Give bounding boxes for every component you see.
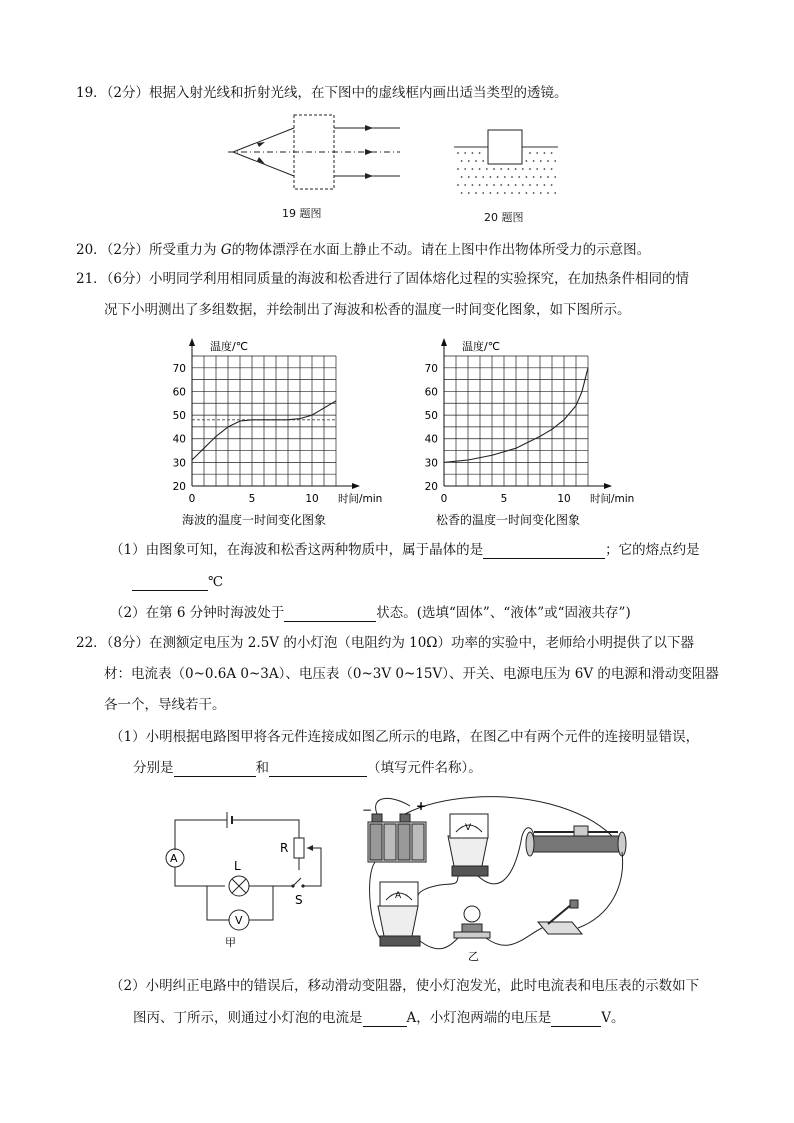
water-dot	[515, 168, 517, 170]
q22-sub2-line2: 图丙、丁所示，则通过小灯泡的电流是 A，小灯泡两端的电压是 V。	[133, 1010, 625, 1026]
q21-line1: 21．（6分）小明同学利用相同质量的海波和松香进行了固体熔化过程的实验探究，在加热条件相同的情	[76, 271, 690, 287]
water-dot	[533, 176, 535, 178]
water-dot	[479, 168, 481, 170]
water-dot	[497, 176, 499, 178]
water-dot	[511, 176, 513, 178]
y-tick-label: 60	[424, 386, 438, 399]
water-dot	[518, 176, 520, 178]
water-dot	[482, 192, 484, 194]
y-tick-label: 20	[424, 481, 438, 493]
water-dot	[536, 168, 538, 170]
water-dot	[472, 168, 474, 170]
q22-line1: 22．（8分）在测额定电压为 2.5V 的小灯泡（电阻约为 10Ω）功率的实验中，老师给小明提供了以下器	[76, 635, 694, 651]
water-dot	[475, 176, 477, 178]
ammeter-device-letter: A	[395, 891, 402, 901]
water-dot	[554, 192, 556, 194]
water-dot	[508, 168, 510, 170]
fig19-caption: 19 题图	[282, 207, 322, 220]
water-dot	[464, 168, 466, 170]
x-axis-label: 时间/min	[590, 493, 635, 505]
water-dot	[518, 192, 520, 194]
water-dot	[493, 168, 495, 170]
water-dot	[461, 176, 463, 178]
switch-label: S	[295, 893, 303, 907]
water-dot	[486, 168, 488, 170]
water-dot	[468, 176, 470, 178]
x-tick-label: 0	[440, 493, 448, 505]
fig19-lens-diagram	[225, 112, 405, 192]
water-dot	[468, 192, 470, 194]
resistor-label: R	[280, 841, 289, 855]
battery-plus-label: +	[416, 799, 427, 813]
rheostat-device	[526, 826, 626, 856]
y-tick-label: 40	[172, 433, 186, 446]
blank-state[interactable]	[284, 607, 376, 622]
floating-block	[488, 130, 522, 164]
water-dot	[544, 168, 546, 170]
chart-title: 海波的温度一时间变化图象	[182, 513, 327, 527]
x-axis-label: 时间/min	[338, 493, 383, 505]
circuit-yi-caption: 乙	[468, 950, 479, 963]
q21-line2: 况下小明测出了多组数据，并绘制出了海波和松香的温度一时间变化图象，如下图所示。	[104, 302, 631, 318]
water-dot	[490, 176, 492, 178]
water-dot	[522, 184, 524, 186]
water-dot	[457, 168, 459, 170]
water-dot	[515, 184, 517, 186]
water-dot	[497, 192, 499, 194]
chart-haibo	[168, 332, 398, 532]
voltmeter-device-letter: V	[465, 823, 472, 833]
resistor-box	[294, 838, 304, 858]
water-dot	[536, 184, 538, 186]
y-tick-label: 40	[424, 433, 438, 446]
water-dot	[457, 184, 459, 186]
y-tick-label: 20	[172, 481, 186, 493]
y-tick-label: 50	[424, 410, 438, 423]
water-dot	[500, 168, 502, 170]
water-dot	[475, 192, 477, 194]
water-dot	[533, 192, 535, 194]
switch-blade	[293, 878, 301, 886]
y-tick-label: 30	[424, 457, 438, 470]
water-dot	[547, 176, 549, 178]
water-dot	[508, 184, 510, 186]
arrow-head	[365, 149, 373, 155]
x-tick-label: 10	[557, 493, 571, 505]
water-dot	[472, 152, 474, 154]
circuit-diagram-jia	[155, 808, 335, 948]
water-dot	[544, 152, 546, 154]
blank-melting-point[interactable]	[132, 576, 208, 591]
water-dot	[522, 168, 524, 170]
chart-songxiang	[420, 332, 650, 532]
q21-sub2: （2）在第 6 分钟时海波处于 状态。(选填“固体”、“液体”或“固液共存”)	[110, 605, 631, 621]
battery-minus-label: −	[362, 803, 373, 817]
x-tick-label: 5	[248, 493, 256, 505]
water-dot	[486, 184, 488, 186]
water-dot	[529, 168, 531, 170]
y-axis-label: 温度/℃	[462, 340, 501, 353]
water-dot	[461, 192, 463, 194]
ammeter-label: A	[170, 852, 178, 865]
y-tick-label: 30	[172, 457, 186, 470]
y-tick-label: 50	[172, 410, 186, 423]
arrow-head	[365, 125, 373, 131]
y-axis-arrow	[189, 338, 195, 346]
water-dot	[461, 160, 463, 162]
lamp-label: L	[234, 859, 241, 873]
water-dot	[490, 192, 492, 194]
blank-wrong-element-2[interactable]	[269, 762, 367, 777]
water-dot	[500, 184, 502, 186]
battery-pack	[368, 814, 426, 862]
circuit-diagram-yi	[350, 796, 650, 968]
water-dot	[554, 160, 556, 162]
x-axis-arrow	[352, 483, 360, 489]
water-dot	[457, 152, 459, 154]
water-dot	[529, 184, 531, 186]
fig20-caption: 20 题图	[484, 211, 524, 224]
water-dot	[511, 192, 513, 194]
blank-current[interactable]	[363, 1012, 407, 1027]
water-dot	[526, 160, 528, 162]
x-axis-arrow	[604, 483, 612, 489]
q22-sub2-line1: （2）小明纠正电路中的错误后，移动滑动变阻器，使小灯泡发光，此时电流表和电压表的示数如下	[110, 978, 700, 994]
water-dot	[551, 152, 553, 154]
arrow-head	[257, 142, 265, 147]
y-axis-label: 温度/℃	[210, 340, 249, 353]
water-dot	[547, 192, 549, 194]
water-dot	[468, 160, 470, 162]
water-dot	[536, 152, 538, 154]
x-tick-label: 5	[500, 493, 508, 505]
arrow-head	[365, 173, 373, 179]
blank-wrong-element-1[interactable]	[174, 762, 256, 777]
water-dot	[540, 160, 542, 162]
q22-sub1-line1: （1）小明根据电路图甲将各元件连接成如图乙所示的电路，在图乙中有两个元件的连接明显错误，	[110, 729, 700, 745]
water-dot	[533, 160, 535, 162]
y-axis-arrow	[441, 338, 447, 346]
lamp-device	[454, 906, 490, 938]
water-dot	[551, 168, 553, 170]
water-dot	[482, 160, 484, 162]
q22-line2: 材：电流表（0~0.6A 0~3A）、电压表（0~3V 0~15V）、开关、电源电压为 6V 的电源和滑动变阻器	[104, 666, 719, 682]
circuit-jia-caption: 甲	[225, 936, 236, 948]
water-dot	[526, 176, 528, 178]
water-dot	[479, 184, 481, 186]
water-dot	[504, 176, 506, 178]
q21-sub1: （1）由图象可知，在海波和松香这两种物质中，属于晶体的是 ；它的熔点约是	[110, 542, 700, 558]
water-dot	[544, 184, 546, 186]
chart-title: 松香的温度一时间变化图象	[436, 513, 581, 527]
switch-device	[538, 900, 582, 934]
q22-sub1-line2: 分别是 和 （填写元件名称）。	[133, 760, 482, 776]
water-dot	[547, 160, 549, 162]
y-tick-label: 70	[424, 362, 438, 375]
x-tick-label: 10	[305, 493, 319, 505]
water-dot	[493, 184, 495, 186]
q22-line3: 各一个，导线若干。	[104, 697, 226, 713]
water-dot	[529, 152, 531, 154]
water-dot	[482, 176, 484, 178]
y-tick-label: 60	[172, 386, 186, 399]
q20-text: 20．（2分）所受重力为 G的物体漂浮在水面上静止不动。请在上图中作出物体所受力的示意图。	[76, 242, 651, 258]
water-dot	[504, 192, 506, 194]
water-dot	[526, 192, 528, 194]
water-dot	[472, 184, 474, 186]
water-dot	[540, 192, 542, 194]
q19-text: 19．（2分）根据入射光线和折射光线，在下图中的虚线框内画出适当类型的透镜。	[76, 85, 568, 101]
water-dot	[464, 152, 466, 154]
fig20-floating-object	[450, 125, 562, 205]
water-dot	[540, 176, 542, 178]
water-dot	[551, 184, 553, 186]
voltmeter-label: V	[235, 914, 243, 927]
water-dot	[479, 152, 481, 154]
water-dot	[554, 176, 556, 178]
water-dot	[464, 184, 466, 186]
y-tick-label: 70	[172, 362, 186, 375]
blank-crystal[interactable]	[483, 544, 605, 559]
water-dot	[475, 160, 477, 162]
blank-voltage[interactable]	[551, 1012, 601, 1027]
q21-sub1-cont: ℃	[132, 573, 223, 591]
x-tick-label: 0	[188, 493, 196, 505]
